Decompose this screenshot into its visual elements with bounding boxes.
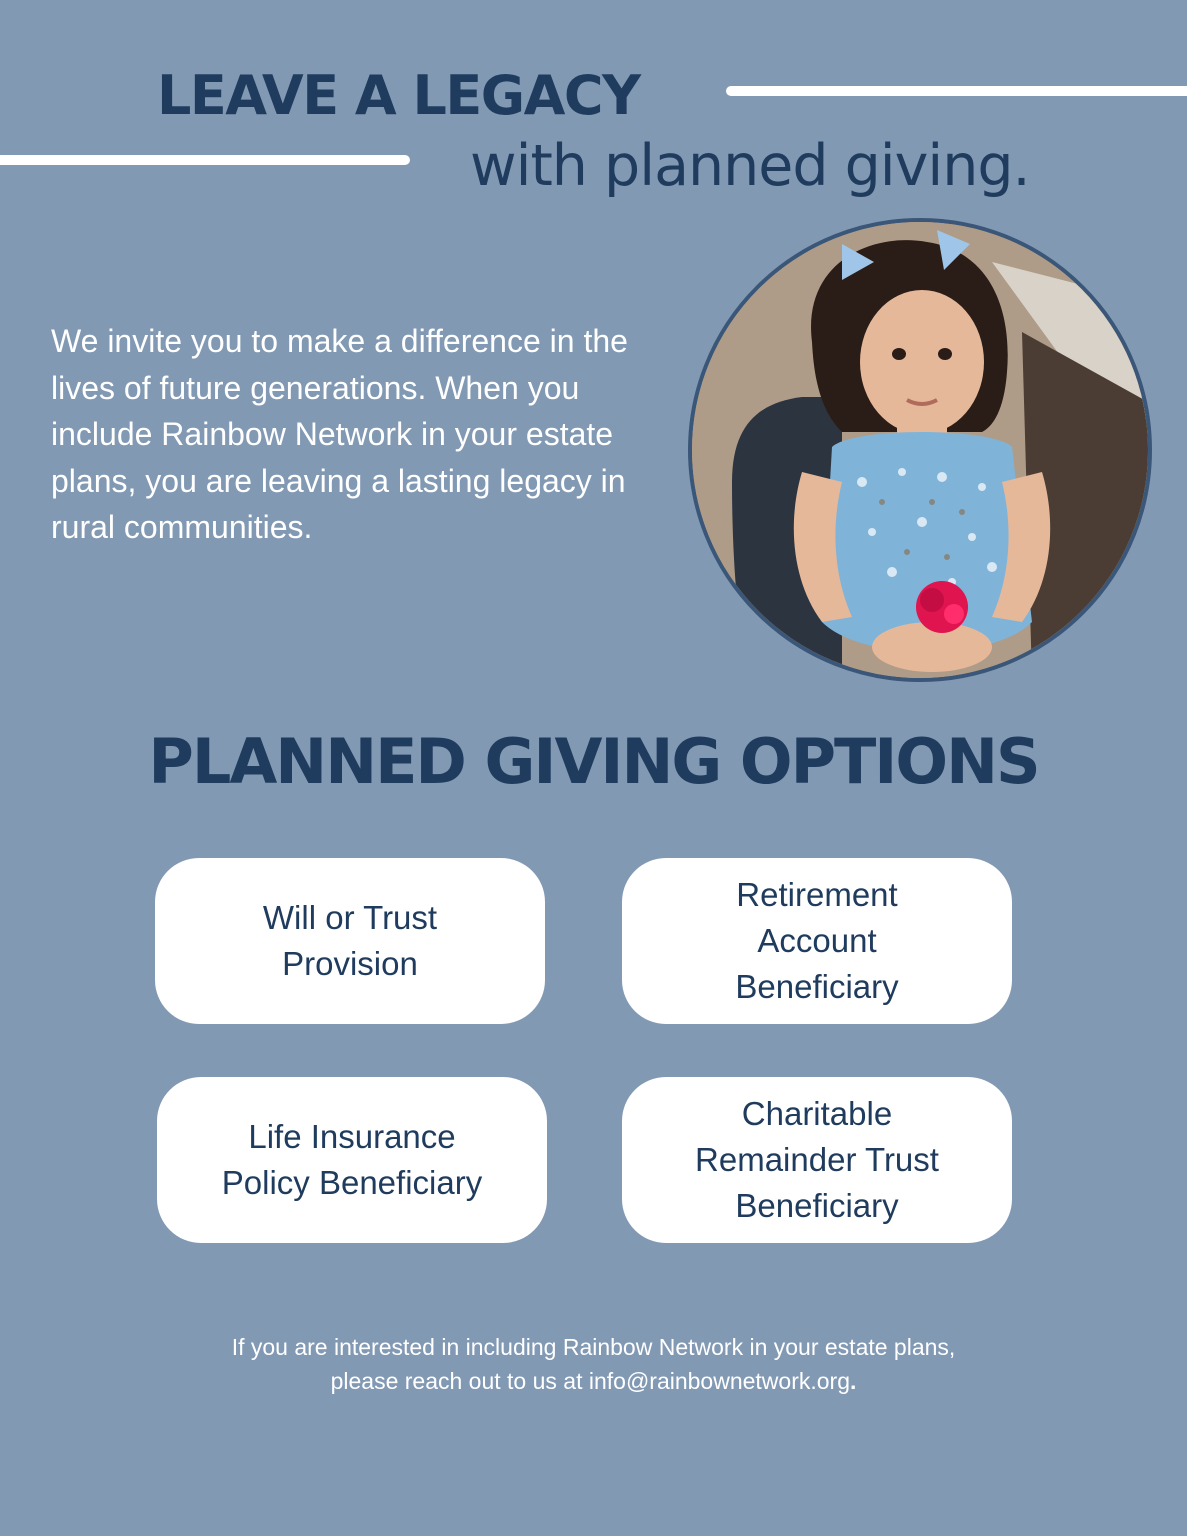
- decorative-line-bottom: [0, 155, 410, 165]
- option-label: Will or Trust Provision: [262, 899, 438, 982]
- footer-contact-text: [0, 1330, 1187, 1398]
- child-photo: [688, 218, 1152, 682]
- option-life-insurance-card: [157, 1077, 547, 1243]
- option-retirement-account-card: [622, 858, 1012, 1024]
- intro-paragraph: We invite you to make a difference in the lives of future generations. When you include Rainbow Network in your estate plans, you are leaving a lasting legacy in rural communities.: [51, 323, 628, 545]
- option-charitable-remainder-trust-card: [622, 1077, 1012, 1243]
- subheadline: with planned giving.: [470, 133, 1030, 199]
- footer-line-1: If you are interested in including Rainbow Network in your estate plans,: [231, 1334, 956, 1360]
- decorative-line-top: [726, 86, 1187, 96]
- child-photo-illustration: [692, 222, 1148, 678]
- option-will-or-trust-card: [155, 858, 545, 1024]
- section-title: PLANNED GIVING OPTIONS: [148, 725, 1039, 798]
- headline: LEAVE A LEGACY: [157, 64, 640, 127]
- contact-email-link[interactable]: info@rainbownetwork.org: [588, 1368, 851, 1394]
- option-label: Retirement Account Beneficiary: [735, 876, 899, 1005]
- footer-period: .: [850, 1368, 857, 1394]
- option-label: Charitable Remainder Trust Beneficiary: [695, 1095, 939, 1224]
- option-label: Life Insurance Policy Beneficiary: [221, 1118, 483, 1201]
- footer-line-2-prefix: please reach out to us at: [330, 1368, 583, 1394]
